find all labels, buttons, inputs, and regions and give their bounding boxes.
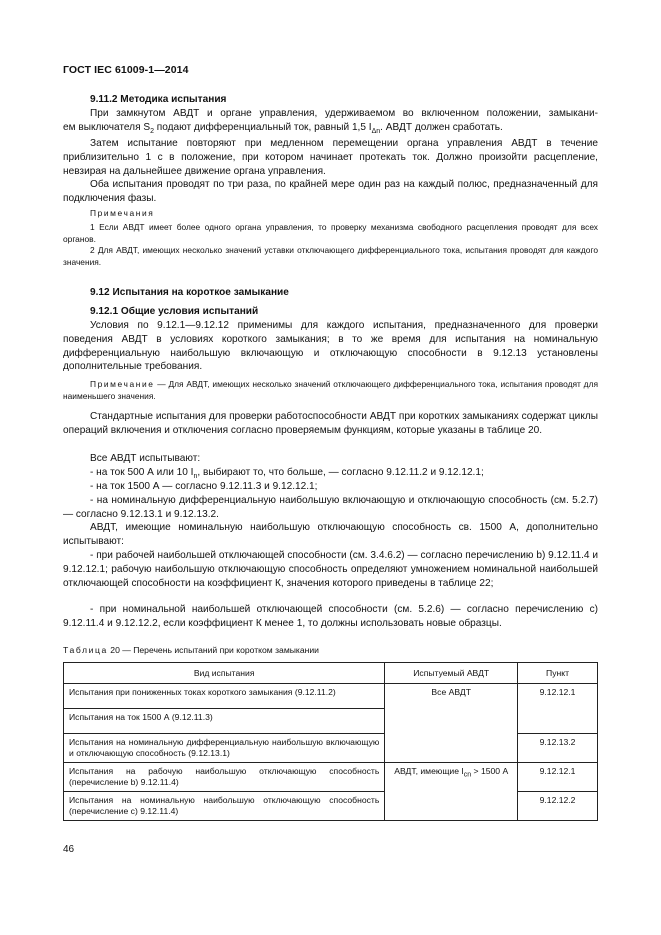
point-cell: 9.12.13.2	[518, 734, 598, 763]
table-row	[64, 684, 598, 709]
note-item: 2 Для АВДТ, имеющих несколько значений уставки отключающего дифференциального тока, испытания проводят для каждого значения.	[63, 245, 598, 267]
column-header: Вид испытания	[64, 663, 385, 684]
paragraph: Стандартные испытания для проверки работоспособности АВДТ при коротких замыканиях содержат циклы операций включения и отключения согласно проверяемым функциям, которые указаны в таблице 20.	[63, 411, 598, 436]
paragraph: Затем испытание повторяют при медленном перемещении органа управления АВДТ в течение приблизительно 1 с в положение, при котором начинает протекать ток. Должно произойти расцепление, невзирая на дальнейшее движение органа управления.	[63, 138, 598, 177]
page-number: 46	[63, 844, 75, 855]
text-run: АВДТ, имеющие I	[394, 766, 464, 776]
test-cell: Испытания на номинальную дифференциальную наибольшую включающую и отключающую способность (9.12.13.1)	[64, 734, 385, 763]
text-run: подают дифференциальный ток, равный 1,5 I	[153, 122, 372, 133]
paragraph: АВДТ, имеющие номинальную наибольшую отключающую способность св. 1500 А, дополнительно испытывают:	[63, 522, 598, 547]
group-cell: Все АВДТ	[385, 684, 518, 763]
note	[63, 379, 598, 402]
table-header-row	[64, 663, 598, 684]
section-9-12-1-title: 9.12.1 Общие условия испытаний	[90, 306, 259, 317]
column-header: Пункт	[518, 663, 598, 684]
short-circuit-tests-table	[63, 662, 598, 821]
subscript: n	[193, 473, 198, 481]
section-9-11-2-title: 9.11.2 Методика испытания	[90, 94, 227, 105]
list-item: - на ток 1500 А — согласно 9.12.11.3 и 9.12.12.1;	[90, 481, 318, 492]
test-cell: Испытания на номинальную наибольшую отключающую способность (перечисление с) 9.12.11.4)	[64, 792, 385, 821]
text-run: ем выключателя S	[63, 122, 151, 133]
note-label: Примечание	[90, 379, 155, 389]
caption-text: 20 — Перечень испытаний при коротком замыкании	[107, 645, 319, 655]
test-cell: Испытания на рабочую наибольшую отключающую способность (перечисление b) 9.12.11.4)	[64, 763, 385, 792]
point-cell: 9.12.12.1	[518, 684, 598, 734]
table-row	[64, 792, 598, 821]
paragraph: Все АВДТ испытывают:	[90, 453, 201, 464]
paragraph: Оба испытания проводят по три раза, по крайней мере один раз на каждый полюс, предназначенный для подключения фазы.	[63, 179, 598, 204]
document-header: ГОСТ IEC 61009-1—2014	[63, 64, 189, 76]
list-item: - при номинальной наибольшей отключающей способности (см. 5.2.6) — согласно перечислению с) 9.12.11.4 и 9.12.12.2, если коэффициент К менее 1, то должны использовать новые образцы.	[63, 604, 598, 629]
point-cell: 9.12.12.2	[518, 792, 598, 821]
text-run: . АВДТ должен сработать.	[380, 122, 503, 133]
group-cell	[385, 763, 518, 821]
section-9-12-title: 9.12 Испытания на короткое замыкание	[90, 287, 289, 298]
table-row	[64, 734, 598, 763]
paragraph: Условия по 9.12.1—9.12.12 применимы для каждого испытания, предназначенного для проверки поведения АВДТ в условиях короткого замыкания; в то же время для испытания на номинальную дифференциальную наибольшую включающую и отключающую способности в 9.12.13 установлены дополнительные требования.	[63, 320, 598, 373]
list-item: - на номинальную дифференциальную наибольшую включающую и отключающую способность (см. 5.2.7) — согласно 9.12.13.1 и 9.12.13.2.	[63, 495, 598, 520]
note-text: — Для АВДТ, имеющих несколько значений отключающего дифференциального тока, испытания проводят для наименьшего значения.	[63, 379, 598, 401]
subscript: cn	[463, 771, 472, 779]
text-run: - на ток 500 А или 10 I	[90, 467, 194, 478]
text-run: , выбирают то, что больше, — согласно 9.12.11.2 и 9.12.12.1;	[197, 467, 484, 478]
note-label: Примечания	[90, 208, 155, 218]
column-header: Испытуемый АВДТ	[385, 663, 518, 684]
subscript: Δn	[371, 128, 381, 136]
test-cell: Испытания на ток 1500 А (9.12.11.3)	[64, 709, 385, 734]
paragraph-line: При замкнутом АВДТ и органе управления, удерживаемом во включенном положении, замыкани-	[90, 108, 598, 119]
caption-label: Таблица	[63, 645, 108, 655]
table-row	[64, 763, 598, 792]
subscript: 2	[150, 128, 154, 136]
point-cell: 9.12.12.1	[518, 763, 598, 792]
list-item: - при рабочей наибольшей отключающей способности (см. 3.4.6.2) — согласно перечислению b) 9.12.11.4 и 9.12.12.1; рабочую наибольшую отключающую способность определяют умножением номинальной наибольшей отключающей способности на коэффициент К, значения которого приведены в таблице 22;	[63, 550, 598, 589]
table-caption	[63, 645, 319, 655]
test-cell: Испытания при пониженных токах короткого замыкания (9.12.11.2)	[64, 684, 385, 709]
note-item: 1 Если АВДТ имеет более одного органа управления, то проверку механизма свободного расцепления проводят для всех органов.	[63, 222, 598, 244]
text-run: > 1500 А	[471, 766, 509, 776]
